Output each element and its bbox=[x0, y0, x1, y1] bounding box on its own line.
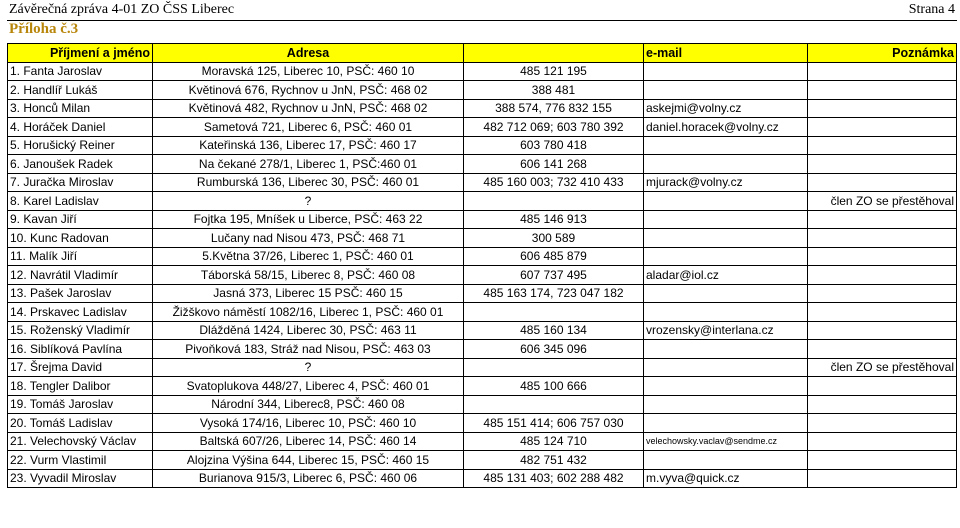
table-row bbox=[8, 229, 957, 248]
member-email: vrozensky@interlana.cz bbox=[644, 321, 808, 340]
member-note bbox=[808, 81, 957, 100]
member-address: Na čekané 278/1, Liberec 1, PSČ:460 01 bbox=[153, 155, 464, 174]
member-email bbox=[644, 192, 808, 211]
table-header-row bbox=[8, 44, 957, 63]
member-address: ? bbox=[153, 358, 464, 377]
member-address: 5.Května 37/26, Liberec 1, PSČ: 460 01 bbox=[153, 247, 464, 266]
member-note bbox=[808, 155, 957, 174]
member-email: m.vyva@quick.cz bbox=[644, 469, 808, 488]
member-note bbox=[808, 340, 957, 359]
column-header-note: Poznámka bbox=[808, 44, 957, 63]
member-address: Pivoňková 183, Stráž nad Nisou, PSČ: 463 03 bbox=[153, 340, 464, 359]
table-row bbox=[8, 118, 957, 137]
member-note bbox=[808, 266, 957, 285]
member-address: ? bbox=[153, 192, 464, 211]
member-phone: 606 345 096 bbox=[464, 340, 644, 359]
table-row bbox=[8, 173, 957, 192]
member-note bbox=[808, 377, 957, 396]
member-phone bbox=[464, 303, 644, 322]
member-phone: 388 481 bbox=[464, 81, 644, 100]
member-address: Květinová 482, Rychnov u JnN, PSČ: 468 02 bbox=[153, 99, 464, 118]
member-note bbox=[808, 210, 957, 229]
member-email bbox=[644, 210, 808, 229]
member-address: Svatoplukova 448/27, Liberec 4, PSČ: 460 01 bbox=[153, 377, 464, 396]
member-name: 10. Kunc Radovan bbox=[8, 229, 153, 248]
member-phone: 606 141 268 bbox=[464, 155, 644, 174]
member-note bbox=[808, 118, 957, 137]
member-address: Národní 344, Liberec8, PSČ: 460 08 bbox=[153, 395, 464, 414]
member-address: Kateřinská 136, Liberec 17, PSČ: 460 17 bbox=[153, 136, 464, 155]
member-note: člen ZO se přestěhoval bbox=[808, 358, 957, 377]
member-phone: 485 131 403; 602 288 482 bbox=[464, 469, 644, 488]
member-email: aladar@iol.cz bbox=[644, 266, 808, 285]
document-title: Závěrečná zpráva 4-01 ZO ČSS Liberec bbox=[9, 2, 235, 17]
column-header-email: e-mail bbox=[644, 44, 808, 63]
column-header-name: Příjmení a jméno bbox=[8, 44, 153, 63]
member-address: Alojzina Výšina 644, Liberec 15, PSČ: 460 15 bbox=[153, 451, 464, 470]
member-name: 4. Horáček Daniel bbox=[8, 118, 153, 137]
member-note bbox=[808, 469, 957, 488]
member-note bbox=[808, 432, 957, 451]
table-row bbox=[8, 432, 957, 451]
member-note bbox=[808, 284, 957, 303]
member-email: velechowsky.vaclav@sendme.cz bbox=[644, 432, 808, 451]
member-address: Baltská 607/26, Liberec 14, PSČ: 460 14 bbox=[153, 432, 464, 451]
member-name: 2. Handlíř Lukáš bbox=[8, 81, 153, 100]
member-name: 5. Horušický Reiner bbox=[8, 136, 153, 155]
column-header-phone bbox=[464, 44, 644, 63]
member-name: 16. Siblíková Pavlína bbox=[8, 340, 153, 359]
member-email bbox=[644, 81, 808, 100]
member-address: Vysoká 174/16, Liberec 10, PSČ: 460 10 bbox=[153, 414, 464, 433]
member-name: 23. Vyvadil Miroslav bbox=[8, 469, 153, 488]
member-note bbox=[808, 173, 957, 192]
table-row bbox=[8, 321, 957, 340]
member-name: 18. Tengler Dalibor bbox=[8, 377, 153, 396]
table-row bbox=[8, 155, 957, 174]
member-email bbox=[644, 395, 808, 414]
table-row bbox=[8, 62, 957, 81]
member-name: 7. Juračka Miroslav bbox=[8, 173, 153, 192]
member-email bbox=[644, 377, 808, 396]
member-phone: 485 160 003; 732 410 433 bbox=[464, 173, 644, 192]
member-phone bbox=[464, 192, 644, 211]
member-phone bbox=[464, 358, 644, 377]
table-row bbox=[8, 358, 957, 377]
member-note bbox=[808, 451, 957, 470]
table-row bbox=[8, 303, 957, 322]
member-email bbox=[644, 136, 808, 155]
member-note bbox=[808, 303, 957, 322]
table-row bbox=[8, 266, 957, 285]
table-row bbox=[8, 414, 957, 433]
member-note bbox=[808, 321, 957, 340]
member-email bbox=[644, 155, 808, 174]
page-header bbox=[9, 1, 955, 19]
table-row bbox=[8, 99, 957, 118]
member-phone: 607 737 495 bbox=[464, 266, 644, 285]
member-phone: 485 160 134 bbox=[464, 321, 644, 340]
member-address: Sametová 721, Liberec 6, PSČ: 460 01 bbox=[153, 118, 464, 137]
member-phone: 485 121 195 bbox=[464, 62, 644, 81]
member-address: Moravská 125, Liberec 10, PSČ: 460 10 bbox=[153, 62, 464, 81]
member-address: Květinová 676, Rychnov u JnN, PSČ: 468 02 bbox=[153, 81, 464, 100]
member-note: člen ZO se přestěhoval bbox=[808, 192, 957, 211]
member-phone: 482 712 069; 603 780 392 bbox=[464, 118, 644, 137]
member-name: 8. Karel Ladislav bbox=[8, 192, 153, 211]
table-row bbox=[8, 192, 957, 211]
member-name: 20. Tomáš Ladislav bbox=[8, 414, 153, 433]
table-row bbox=[8, 377, 957, 396]
member-name: 1. Fanta Jaroslav bbox=[8, 62, 153, 81]
member-name: 17. Šrejma David bbox=[8, 358, 153, 377]
member-name: 14. Prskavec Ladislav bbox=[8, 303, 153, 322]
member-phone: 485 151 414; 606 757 030 bbox=[464, 414, 644, 433]
table-row bbox=[8, 469, 957, 488]
table-row bbox=[8, 340, 957, 359]
table-row bbox=[8, 210, 957, 229]
member-note bbox=[808, 62, 957, 81]
member-email: mjurack@volny.cz bbox=[644, 173, 808, 192]
member-note bbox=[808, 395, 957, 414]
member-email: daniel.horacek@volny.cz bbox=[644, 118, 808, 137]
member-name: 9. Kavan Jiří bbox=[8, 210, 153, 229]
member-name: 11. Malík Jiří bbox=[8, 247, 153, 266]
member-email: askejmi@volny.cz bbox=[644, 99, 808, 118]
member-name: 13. Pašek Jaroslav bbox=[8, 284, 153, 303]
member-note bbox=[808, 136, 957, 155]
member-phone: 606 485 879 bbox=[464, 247, 644, 266]
member-email bbox=[644, 284, 808, 303]
member-phone: 485 124 710 bbox=[464, 432, 644, 451]
member-address: Fojtka 195, Mníšek u Liberce, PSČ: 463 22 bbox=[153, 210, 464, 229]
member-phone: 485 146 913 bbox=[464, 210, 644, 229]
member-email bbox=[644, 229, 808, 248]
member-name: 15. Roženský Vladimír bbox=[8, 321, 153, 340]
member-email bbox=[644, 414, 808, 433]
table-row bbox=[8, 247, 957, 266]
member-name: 19. Tomáš Jaroslav bbox=[8, 395, 153, 414]
page-number: Strana 4 bbox=[908, 2, 955, 17]
member-phone: 482 751 432 bbox=[464, 451, 644, 470]
member-address: Jasná 373, Liberec 15 PSČ: 460 15 bbox=[153, 284, 464, 303]
member-note bbox=[808, 99, 957, 118]
member-address: Žižškovo náměstí 1082/16, Liberec 1, PSČ: 460 01 bbox=[153, 303, 464, 322]
member-email bbox=[644, 247, 808, 266]
table-row bbox=[8, 81, 957, 100]
member-note bbox=[808, 229, 957, 248]
member-name: 3. Honců Milan bbox=[8, 99, 153, 118]
column-header-address: Adresa bbox=[153, 44, 464, 63]
members-table bbox=[7, 43, 957, 488]
member-email bbox=[644, 62, 808, 81]
member-email bbox=[644, 451, 808, 470]
member-phone: 603 780 418 bbox=[464, 136, 644, 155]
member-address: Táborská 58/15, Liberec 8, PSČ: 460 08 bbox=[153, 266, 464, 285]
table-row bbox=[8, 395, 957, 414]
member-email bbox=[644, 340, 808, 359]
member-name: 22. Vurm Vlastimil bbox=[8, 451, 153, 470]
member-note bbox=[808, 414, 957, 433]
member-address: Dlážděná 1424, Liberec 30, PSČ: 463 11 bbox=[153, 321, 464, 340]
member-address: Burianova 915/3, Liberec 6, PSČ: 460 06 bbox=[153, 469, 464, 488]
table-row bbox=[8, 136, 957, 155]
member-address: Lučany nad Nisou 473, PSČ: 468 71 bbox=[153, 229, 464, 248]
member-name: 6. Janoušek Radek bbox=[8, 155, 153, 174]
member-note bbox=[808, 247, 957, 266]
appendix-title: Příloha č.3 bbox=[9, 21, 79, 37]
member-email bbox=[644, 303, 808, 322]
table-row bbox=[8, 284, 957, 303]
member-phone: 485 163 174, 723 047 182 bbox=[464, 284, 644, 303]
member-name: 21. Velechovský Václav bbox=[8, 432, 153, 451]
member-phone: 485 100 666 bbox=[464, 377, 644, 396]
member-email bbox=[644, 358, 808, 377]
member-phone: 388 574, 776 832 155 bbox=[464, 99, 644, 118]
header-rule bbox=[7, 20, 957, 21]
member-name: 12. Navrátil Vladimír bbox=[8, 266, 153, 285]
member-address: Rumburská 136, Liberec 30, PSČ: 460 01 bbox=[153, 173, 464, 192]
table-row bbox=[8, 451, 957, 470]
member-phone bbox=[464, 395, 644, 414]
member-phone: 300 589 bbox=[464, 229, 644, 248]
